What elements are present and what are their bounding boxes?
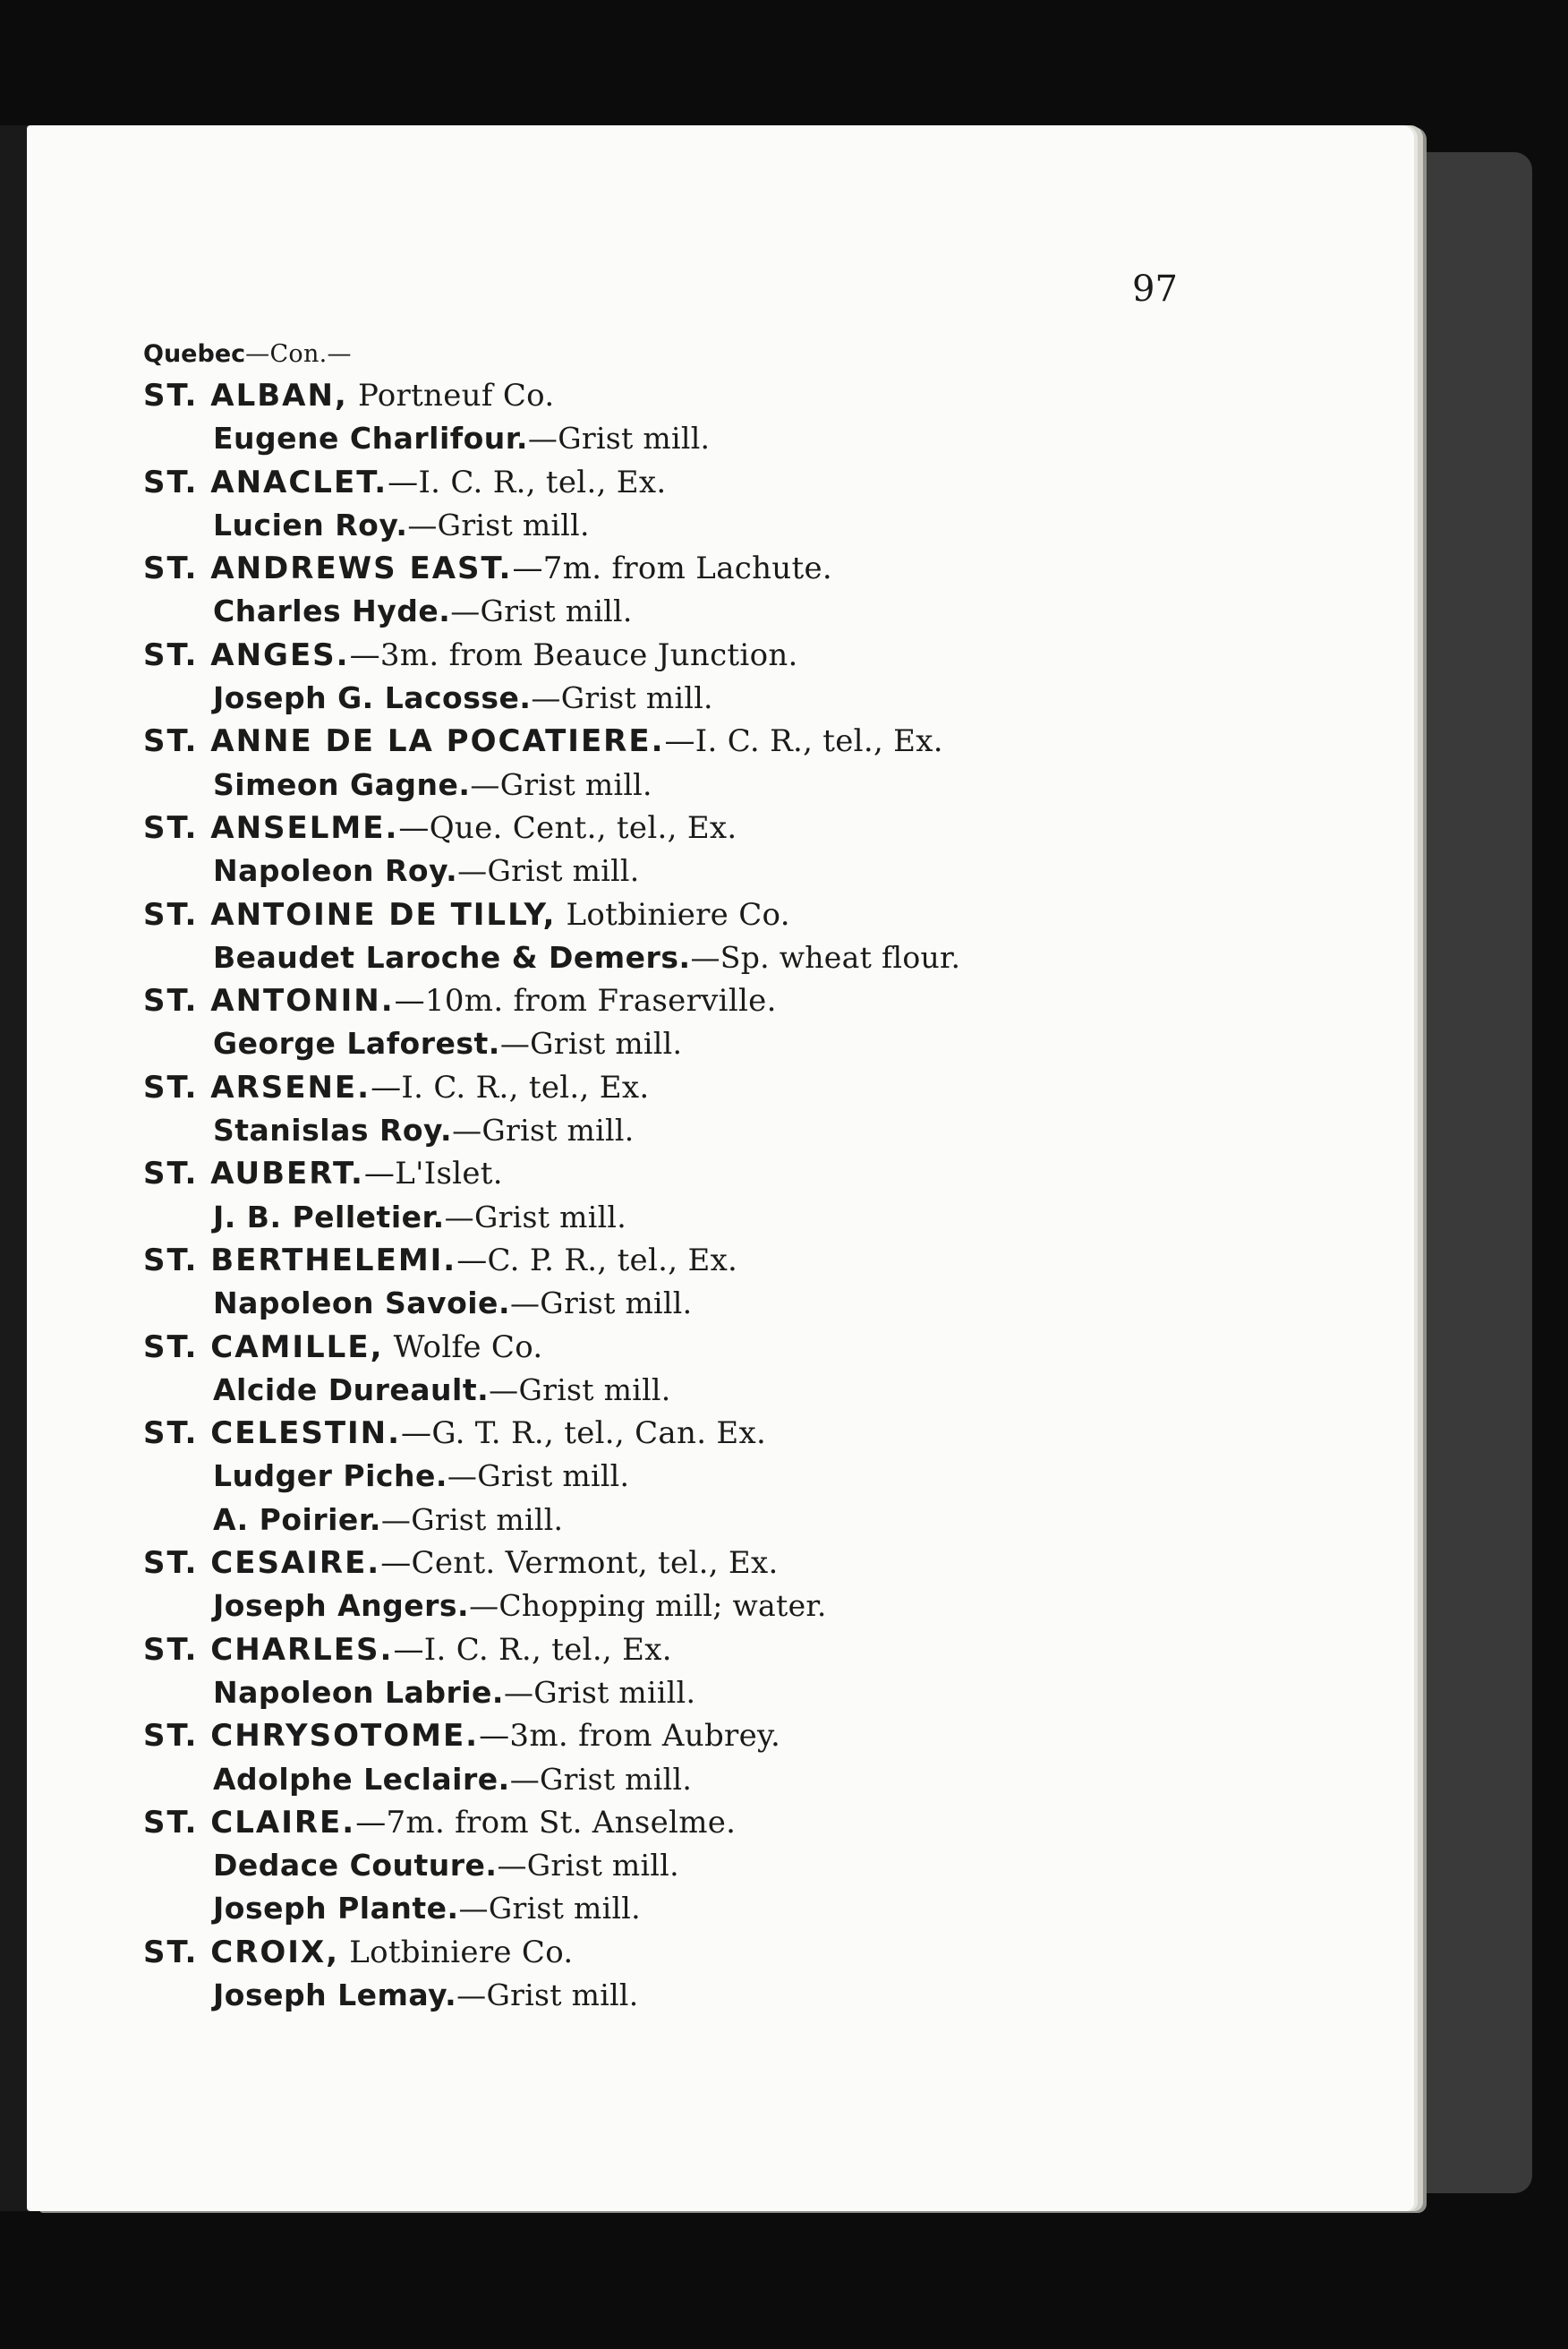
place-name: ST. CLAIRE. — [143, 1804, 356, 1841]
place-name: ST. ANTOINE DE TILLY, — [143, 896, 557, 933]
mill-entry — [143, 1455, 1378, 1498]
place-info: —7m. from Lachute. — [512, 551, 832, 587]
continuation-name: Quebec — [143, 340, 246, 368]
place-info: —I. C. R., tel., Ex. — [371, 1069, 650, 1106]
mill-description: —Grist mill. — [452, 1113, 635, 1149]
place-entry — [143, 634, 1378, 677]
directory-entries — [143, 333, 1378, 2017]
mill-owner: Alcide Dureault. — [213, 1371, 490, 1407]
place-info: —G. T. R., tel., Can. Ex. — [401, 1415, 767, 1452]
mill-owner: Napoleon Labrie. — [213, 1674, 504, 1710]
place-info: Lotbiniere Co. — [339, 1934, 574, 1970]
place-name: ST. CAMILLE, — [143, 1328, 384, 1365]
continuation-note: —Con.— — [245, 340, 352, 368]
place-entry — [143, 979, 1378, 1022]
mill-description: —Grist mill. — [509, 1286, 693, 1321]
place-info: —I. C. R., tel., Ex. — [664, 723, 943, 760]
place-name: ST. BERTHELEMI. — [143, 1242, 457, 1278]
mill-entry — [143, 677, 1378, 720]
mill-entry — [143, 1887, 1378, 1930]
place-name: ST. ARSENE. — [143, 1069, 371, 1106]
mill-owner: Joseph Angers. — [213, 1588, 470, 1624]
mill-owner: Simeon Gagne. — [213, 766, 471, 802]
mill-description: —Grist mill. — [497, 1848, 679, 1883]
mill-owner: Charles Hyde. — [213, 594, 451, 629]
mill-entry — [143, 1499, 1378, 1542]
mill-owner: Napoleon Savoie. — [213, 1286, 510, 1321]
mill-description: —Grist mill. — [456, 1977, 639, 2012]
place-entry — [143, 1239, 1378, 1282]
place-name: ST. ANGES. — [143, 636, 350, 673]
mill-owner: George Laforest. — [213, 1026, 500, 1062]
mill-owner: Lucien Roy. — [213, 507, 408, 542]
place-name: ST. ANTONIN. — [143, 983, 395, 1020]
mill-description: —Grist mill. — [450, 594, 633, 629]
place-entry — [143, 1152, 1378, 1195]
mill-owner: Stanislas Roy. — [213, 1113, 453, 1149]
mill-owner: Joseph G. Lacosse. — [213, 680, 532, 716]
mill-entry — [143, 1844, 1378, 1887]
mill-entry — [143, 764, 1378, 807]
place-info: —Que. Cent., tel., Ex. — [398, 809, 737, 846]
place-name: ST. ANDREWS EAST. — [143, 551, 513, 587]
place-entry — [143, 893, 1378, 936]
place-entry — [143, 1066, 1378, 1109]
place-name: ST. ANACLET. — [143, 464, 388, 500]
place-entry — [143, 461, 1378, 504]
mill-description: —Grist mill. — [470, 766, 652, 802]
mill-owner: Napoleon Roy. — [213, 853, 458, 889]
place-entry — [143, 1542, 1378, 1585]
mill-entry — [143, 1671, 1378, 1714]
mill-entry — [143, 1585, 1378, 1627]
mill-entry — [143, 417, 1378, 460]
mill-entry — [143, 936, 1378, 979]
mill-owner: Eugene Charlifour. — [213, 421, 528, 457]
place-info: Wolfe Co. — [383, 1328, 543, 1365]
place-entry — [143, 1326, 1378, 1369]
mill-description: —Grist mill. — [407, 507, 590, 542]
place-entry — [143, 1628, 1378, 1671]
mill-description: —Chopping mill; water. — [469, 1588, 827, 1624]
mill-entry — [143, 1282, 1378, 1325]
mill-description: —Grist mill. — [509, 1761, 693, 1797]
page-number: 97 — [1132, 269, 1178, 310]
place-name: ST. ANSELME. — [143, 809, 399, 846]
place-info: Lotbiniere Co. — [556, 896, 790, 933]
place-info: —10m. from Fraserville. — [394, 983, 777, 1020]
place-name: ST. CROIX, — [143, 1934, 340, 1970]
mill-owner: Dedace Couture. — [213, 1848, 498, 1883]
place-name: ST. CELESTIN. — [143, 1415, 402, 1452]
mill-description: —Grist mill. — [458, 1891, 641, 1926]
mill-entry — [143, 850, 1378, 893]
place-info: Portneuf Co. — [347, 378, 555, 414]
place-entry — [143, 1931, 1378, 1974]
mill-entry — [143, 1974, 1378, 2017]
place-entry — [143, 720, 1378, 763]
mill-description: —Sp. wheat flour. — [690, 939, 961, 975]
place-name: ST. ANNE DE LA POCATIERE. — [143, 723, 665, 760]
place-name: ST. CHRYSOTOME. — [143, 1718, 480, 1755]
mill-owner: Adolphe Leclaire. — [213, 1761, 510, 1797]
place-name: ST. ALBAN, — [143, 378, 348, 414]
mill-owner: J. B. Pelletier. — [213, 1199, 445, 1234]
place-info: —3m. from Aubrey. — [479, 1718, 781, 1755]
place-entry — [143, 374, 1378, 417]
mill-entry — [143, 1109, 1378, 1152]
mill-description: —Grist mill. — [380, 1501, 564, 1537]
mill-description: —Grist mill. — [447, 1458, 630, 1494]
mill-entry — [143, 1369, 1378, 1412]
mill-description: —Grist mill. — [489, 1371, 671, 1407]
mill-entry — [143, 504, 1378, 547]
place-entry — [143, 1801, 1378, 1844]
mill-description: —Grist mill. — [531, 680, 713, 716]
place-name: ST. AUBERT. — [143, 1156, 364, 1192]
place-info: —Cent. Vermont, tel., Ex. — [380, 1545, 779, 1582]
mill-description: —Grist mill. — [527, 421, 711, 457]
mill-entry — [143, 1758, 1378, 1801]
mill-description: —Grist mill. — [499, 1026, 683, 1062]
place-info: —L'Islet. — [363, 1156, 503, 1192]
place-info: —3m. from Beauce Junction. — [349, 636, 798, 673]
place-entry — [143, 1714, 1378, 1757]
mill-description: —Grist mill. — [457, 853, 640, 889]
continuation-header — [143, 333, 1378, 374]
place-info: —7m. from St. Anselme. — [355, 1804, 737, 1841]
mill-description: —Grist mill. — [444, 1199, 627, 1234]
mill-owner: Beaudet Laroche & Demers. — [213, 939, 691, 975]
place-entry — [143, 807, 1378, 850]
mill-owner: Ludger Piche. — [213, 1458, 447, 1494]
place-name: ST. CESAIRE. — [143, 1545, 381, 1582]
mill-owner: Joseph Lemay. — [213, 1977, 457, 2012]
mill-owner: Joseph Plante. — [213, 1891, 459, 1926]
mill-description: —Grist miill. — [503, 1674, 696, 1710]
mill-owner: A. Poirier. — [213, 1501, 381, 1537]
page-edge-shadow — [1425, 152, 1532, 2193]
book-spine-left — [0, 125, 30, 2211]
mill-entry — [143, 590, 1378, 633]
place-info: —C. P. R., tel., Ex. — [456, 1242, 738, 1278]
place-info: —I. C. R., tel., Ex. — [388, 464, 667, 500]
mill-entry — [143, 1022, 1378, 1065]
mill-entry — [143, 1196, 1378, 1239]
place-name: ST. CHARLES. — [143, 1631, 394, 1668]
place-entry — [143, 547, 1378, 590]
place-info: —I. C. R., tel., Ex. — [393, 1631, 672, 1668]
place-entry — [143, 1412, 1378, 1455]
